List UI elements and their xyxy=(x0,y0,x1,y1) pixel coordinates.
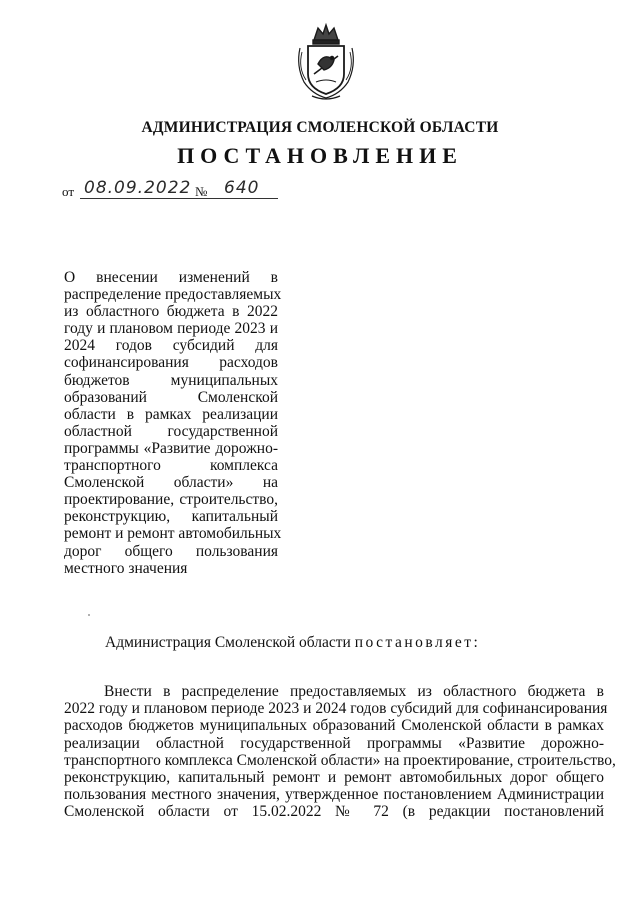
date-handwritten: 08.09.2022 xyxy=(84,178,192,198)
body-line: Смоленской области от 15.02.2022 № 72 (в редакции постановлений xyxy=(64,803,604,821)
document-type-title: ПОСТАНОВЛЕНИЕ xyxy=(177,143,463,168)
subject-line: дорог общего пользования xyxy=(64,542,278,560)
subject-line: транспортного комплекса xyxy=(64,457,278,475)
body-line: пользования местного значения, утвержденное постановлением Администрации xyxy=(64,786,604,804)
body-line: Внести в распределение предоставляемых из областного бюджета в xyxy=(104,683,604,700)
subject-line: О внесении изменений в xyxy=(64,269,278,286)
coat-of-arms-icon xyxy=(294,22,358,102)
resolution-line xyxy=(105,634,480,652)
subject-line: софинансирования расходов xyxy=(64,354,278,372)
subject-line: Смоленской области» на xyxy=(64,474,278,492)
number-label: № xyxy=(195,184,208,199)
subject-line: областной государственной xyxy=(64,422,278,440)
subject-line: распределение предоставляемых xyxy=(64,286,282,304)
subject-line: реконструкцию, капитальный xyxy=(64,508,278,526)
subject-line: из областного бюджета в 2022 xyxy=(64,303,278,321)
number-underline xyxy=(212,198,278,199)
body-line: транспортного комплекса Смоленской области» на проектирование, строительство, xyxy=(64,751,616,769)
body-line: реализации областной государственной программы «Развитие дорожно- xyxy=(64,734,604,752)
scan-speck xyxy=(88,614,90,616)
organization-title: АДМИНИСТРАЦИЯ СМОЛЕНСКОЙ ОБЛАСТИ xyxy=(141,119,499,136)
body-line: расходов бюджетов муниципальных образований Смоленской области в рамках xyxy=(64,717,604,735)
number-handwritten: 640 xyxy=(224,178,260,198)
subject-block xyxy=(64,269,282,577)
subject-line: программы «Развитие дорожно- xyxy=(64,439,278,457)
subject-line: проектирование, строительство, xyxy=(64,491,278,509)
subject-line: области в рамках реализации xyxy=(64,405,278,423)
resolution-verb: постановляет: xyxy=(354,634,481,651)
subject-line: году и плановом периоде 2023 и xyxy=(64,320,278,338)
body-line: реконструкцию, капитальный ремонт и ремонт автомобильных дорог общего xyxy=(64,769,604,787)
subject-line: местного значения xyxy=(64,559,188,577)
date-underline xyxy=(80,198,230,199)
body-text xyxy=(64,683,616,821)
subject-line: образований Смоленской xyxy=(64,388,278,406)
subject-line: бюджетов муниципальных xyxy=(64,371,278,389)
date-number-line xyxy=(62,180,292,202)
date-from-label: от xyxy=(62,184,75,199)
subject-line: 2024 годов субсидий для xyxy=(64,337,278,355)
resolution-subject: Администрация Смоленской области xyxy=(105,634,351,651)
body-line: 2022 году и плановом периоде 2023 и 2024 годов субсидий для софинансирования xyxy=(64,700,608,718)
subject-line: ремонт и ремонт автомобильных xyxy=(64,525,282,543)
